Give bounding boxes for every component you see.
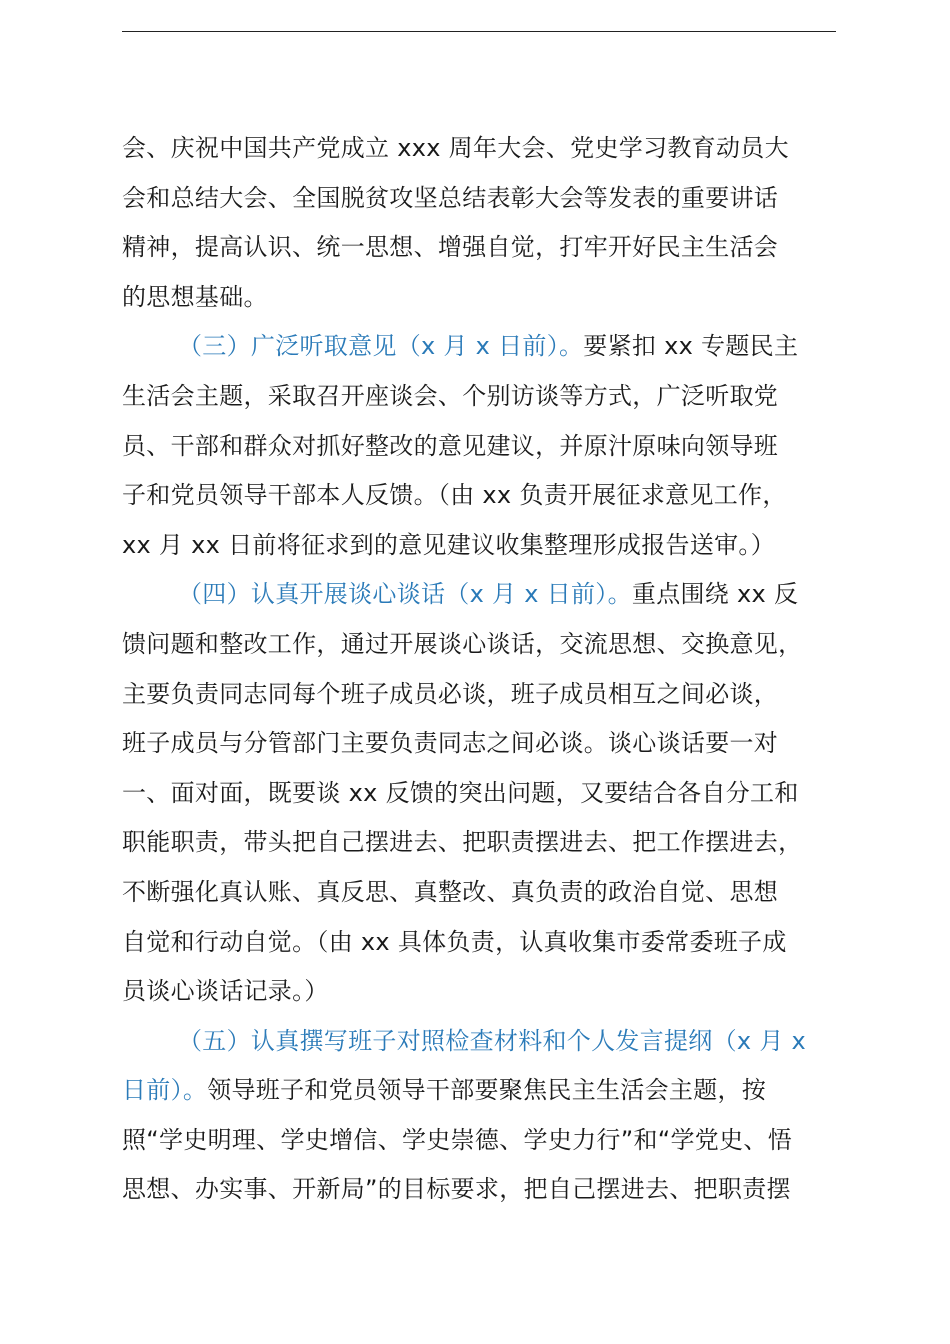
paragraph-continuation (122, 124, 838, 322)
paragraph-section-3 (122, 322, 838, 570)
section-heading: （四）认真开展谈心谈话（x 月 x 日前）。 (178, 580, 632, 609)
text-line: xx 月 xx 日前将征求到的意见建议收集整理形成报告送审。） (122, 530, 775, 559)
document-body (122, 124, 838, 1215)
paragraph-section-5 (122, 1017, 838, 1215)
text-line: 会、庆祝中国共产党成立 xxx 周年大会、党史学习教育动员大 (122, 134, 789, 162)
text-line: 会和总结大会、全国脱贫攻坚总结表彰大会等发表的重要讲话 (122, 183, 779, 212)
section-heading: （三）广泛听取意见（x 月 x 日前）。 (178, 332, 584, 361)
paragraph-section-4 (122, 570, 838, 1016)
text-line: 自觉和行动自觉。（由 xx 具体负责，认真收集市委常委班子成 (122, 927, 787, 956)
text-line: 班子成员与分管部门主要负责同志之间必谈。谈心谈话要一对 (122, 729, 779, 758)
header-rule (122, 31, 836, 32)
text-line: 照“学史明理、学史增信、学史崇德、学史力行”和“学党史、悟 (122, 1125, 792, 1154)
text-line: 子和党员领导干部本人反馈。（由 xx 负责开展征求意见工作， (122, 481, 787, 510)
text-line (122, 322, 838, 372)
text-run: 要紧扣 xx 专题民主 (583, 332, 799, 361)
text-run: 领导班子和党员领导干部要聚焦民主生活会主题，按 (207, 1076, 767, 1105)
section-heading: （五）认真撰写班子对照检查材料和个人发言提纲（x 月 x (178, 1026, 807, 1055)
text-run: 重点围绕 xx 反 (631, 580, 799, 609)
text-line: 的思想基础。 (122, 282, 268, 311)
text-line (122, 570, 838, 620)
section-heading-cont: 日前）。 (122, 1076, 208, 1105)
text-line: 员、干部和群众对抓好整改的意见建议，并原汁原味向领导班 (122, 431, 779, 460)
text-line: 精神，提高认识、统一思想、增强自觉，打牢开好民主生活会 (122, 233, 779, 262)
text-line: 不断强化真认账、真反思、真整改、真负责的政治自觉、思想 (122, 877, 779, 906)
text-line: 员谈心谈话记录。） (122, 977, 329, 1006)
text-line: 职能职责，带头把自己摆进去、把职责摆进去、把工作摆进去， (122, 828, 803, 857)
text-line: 一、面对面，既要谈 xx 反馈的突出问题，又要结合各自分工和 (122, 778, 799, 807)
text-line: 生活会主题，采取召开座谈会、个别访谈等方式，广泛听取党 (122, 381, 779, 410)
text-line: 思想、办实事、开新局”的目标要求，把自己摆进去、把职责摆 (122, 1175, 791, 1204)
text-line: 主要负责同志同每个班子成员必谈，班子成员相互之间必谈， (122, 679, 779, 708)
text-line (122, 1066, 838, 1116)
text-line: 馈问题和整改工作，通过开展谈心谈话，交流思想、交换意见， (122, 629, 803, 658)
